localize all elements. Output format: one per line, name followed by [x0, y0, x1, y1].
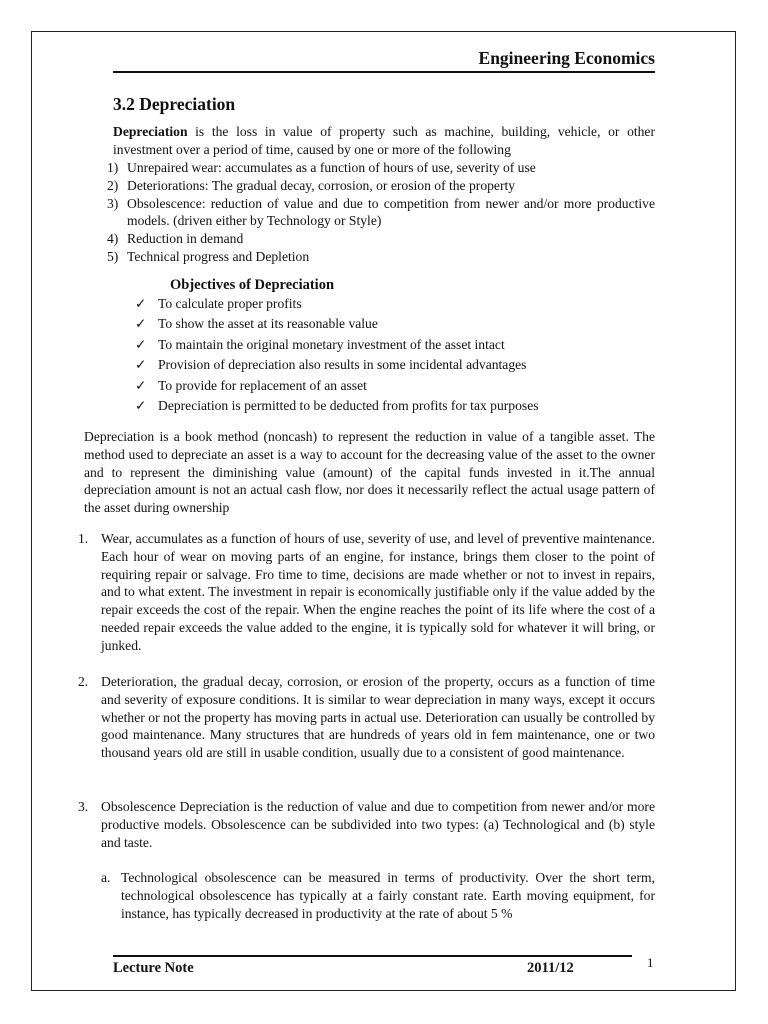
- header-title: Engineering Economics: [478, 48, 655, 68]
- intro-paragraph: [113, 123, 655, 159]
- list-text: Technological obsolescence can be measured in terms of productivity. Over the short term, technological obsolescence has typically at a fairly constant rate. Earth moving equipment, for instance, has typically decreased in productivity at the rate of about 5 %: [121, 870, 655, 921]
- list-number: 4): [107, 231, 119, 247]
- objectives-list: [135, 294, 539, 416]
- list-text: To maintain the original monetary investment of the asset intact: [158, 336, 505, 352]
- checkmark-icon: ✓: [135, 336, 147, 352]
- intro-term: Depreciation: [113, 124, 188, 139]
- list-text: Deterioration, the gradual decay, corrosion, or erosion of the property, occurs as a function of time and severity of exposure conditions. It is similar to wear depreciation in many ways, except it occurs whether or not the property has moving parts in actual use. Deterioration can usually be controlled by good maintenance. Many structures that are hundreds of years old in fem maintenance, one or two thousand years old are still in usable condition, usually due to a consistent of good maintenance.: [101, 674, 655, 761]
- list-text: Obsolescence: reduction of value and due to competition from newer and/or more productive models. (driven either by Technology or Style): [127, 195, 655, 229]
- list-text: Depreciation is permitted to be deducted from profits for tax purposes: [158, 397, 539, 413]
- list-text: Deteriorations: The gradual decay, corrosion, or erosion of the property: [127, 177, 516, 193]
- list-item: [135, 355, 539, 375]
- list-item: [107, 159, 655, 177]
- footer-year: 2011/12: [527, 960, 574, 976]
- list-item: [107, 195, 655, 231]
- list-number: 5): [107, 248, 119, 264]
- list-item: [78, 798, 655, 851]
- intro-text: is the loss in value of property such as machine, building, vehicle, or other investment over a period of time, caused by one or more of the following: [113, 124, 655, 157]
- list-item: [135, 335, 539, 355]
- list-text: Unrepaired wear: accumulates as a function of hours of use, severity of use: [127, 160, 536, 175]
- list-number: 1): [107, 160, 119, 175]
- page-number: 1: [647, 955, 654, 970]
- list-item: [107, 177, 655, 195]
- checkmark-icon: ✓: [135, 397, 147, 413]
- list-text: To provide for replacement of an asset: [158, 377, 367, 393]
- footer-label: Lecture Note: [113, 960, 194, 976]
- list-text: Reduction in demand: [127, 231, 244, 247]
- depreciation-type-item: [78, 673, 655, 762]
- list-item: [135, 376, 539, 396]
- list-item: [135, 396, 539, 416]
- list-number: 3): [107, 195, 119, 211]
- book-method-paragraph: Depreciation is a book method (noncash) to represent the reduction in value of a tangible asset. The method used to depreciate an asset is a way to account for the decreasing value of the asset to the owner and to represent the diminishing value (amount) of the capital funds invested in it.The annual depreciation amount is not an actual cash flow, nor does it necessarily reflect the actual usage pattern of the asset during ownership: [84, 429, 655, 516]
- list-text: Technical progress and Depletion: [127, 248, 310, 264]
- list-item: [101, 869, 655, 922]
- list-item: [78, 673, 655, 762]
- list-number: 2): [107, 177, 119, 193]
- checkmark-icon: ✓: [135, 316, 147, 332]
- checkmark-icon: ✓: [135, 296, 147, 311]
- list-item: [135, 314, 539, 334]
- list-number: 3.: [78, 799, 89, 814]
- list-item: [107, 230, 655, 248]
- section-heading: 3.2 Depreciation: [113, 94, 236, 114]
- depreciation-type-item: [78, 798, 655, 851]
- list-item: [107, 248, 655, 266]
- list-number: 1.: [78, 531, 89, 546]
- objectives-heading: Objectives of Depreciation: [170, 277, 335, 293]
- list-number: 2.: [78, 674, 89, 689]
- list-text: To calculate proper profits: [158, 296, 302, 311]
- footer-rule: [113, 955, 632, 957]
- sub-item-list: [101, 869, 655, 922]
- list-text: Obsolescence Depreciation is the reduction of value and due to competition from newer and/or more productive models. Obsolescence can be subdivided into two types: (a) Technological and (b) style and taste.: [101, 799, 655, 850]
- list-text: Wear, accumulates as a function of hours of use, severity of use, and level of preventive maintenance. Each hour of wear on moving parts of an engine, for instance, brings them closer to the point of requiring repair or salvage. Fro time to time, decisions are made whether or not to invest in repairs, and to what extent. The investment in repair is economically justifiable only if the value added by the repair exceeds the cost of the repair. When the engine reaches the point of its life where the cost of a needed repair exceeds the value added to the engine, it is typically sold for whatever it will bring, or junked.: [101, 531, 655, 653]
- depreciation-type-item: [78, 530, 655, 655]
- checkmark-icon: ✓: [135, 357, 147, 373]
- list-number: a.: [101, 870, 111, 885]
- list-text: Provision of depreciation also results in some incidental advantages: [158, 357, 527, 373]
- list-text: To show the asset at its reasonable value: [158, 316, 378, 332]
- checkmark-icon: ✓: [135, 377, 147, 393]
- causes-list: [107, 159, 655, 266]
- list-item: [135, 294, 539, 314]
- header-rule: [113, 71, 655, 73]
- list-item: [78, 530, 655, 655]
